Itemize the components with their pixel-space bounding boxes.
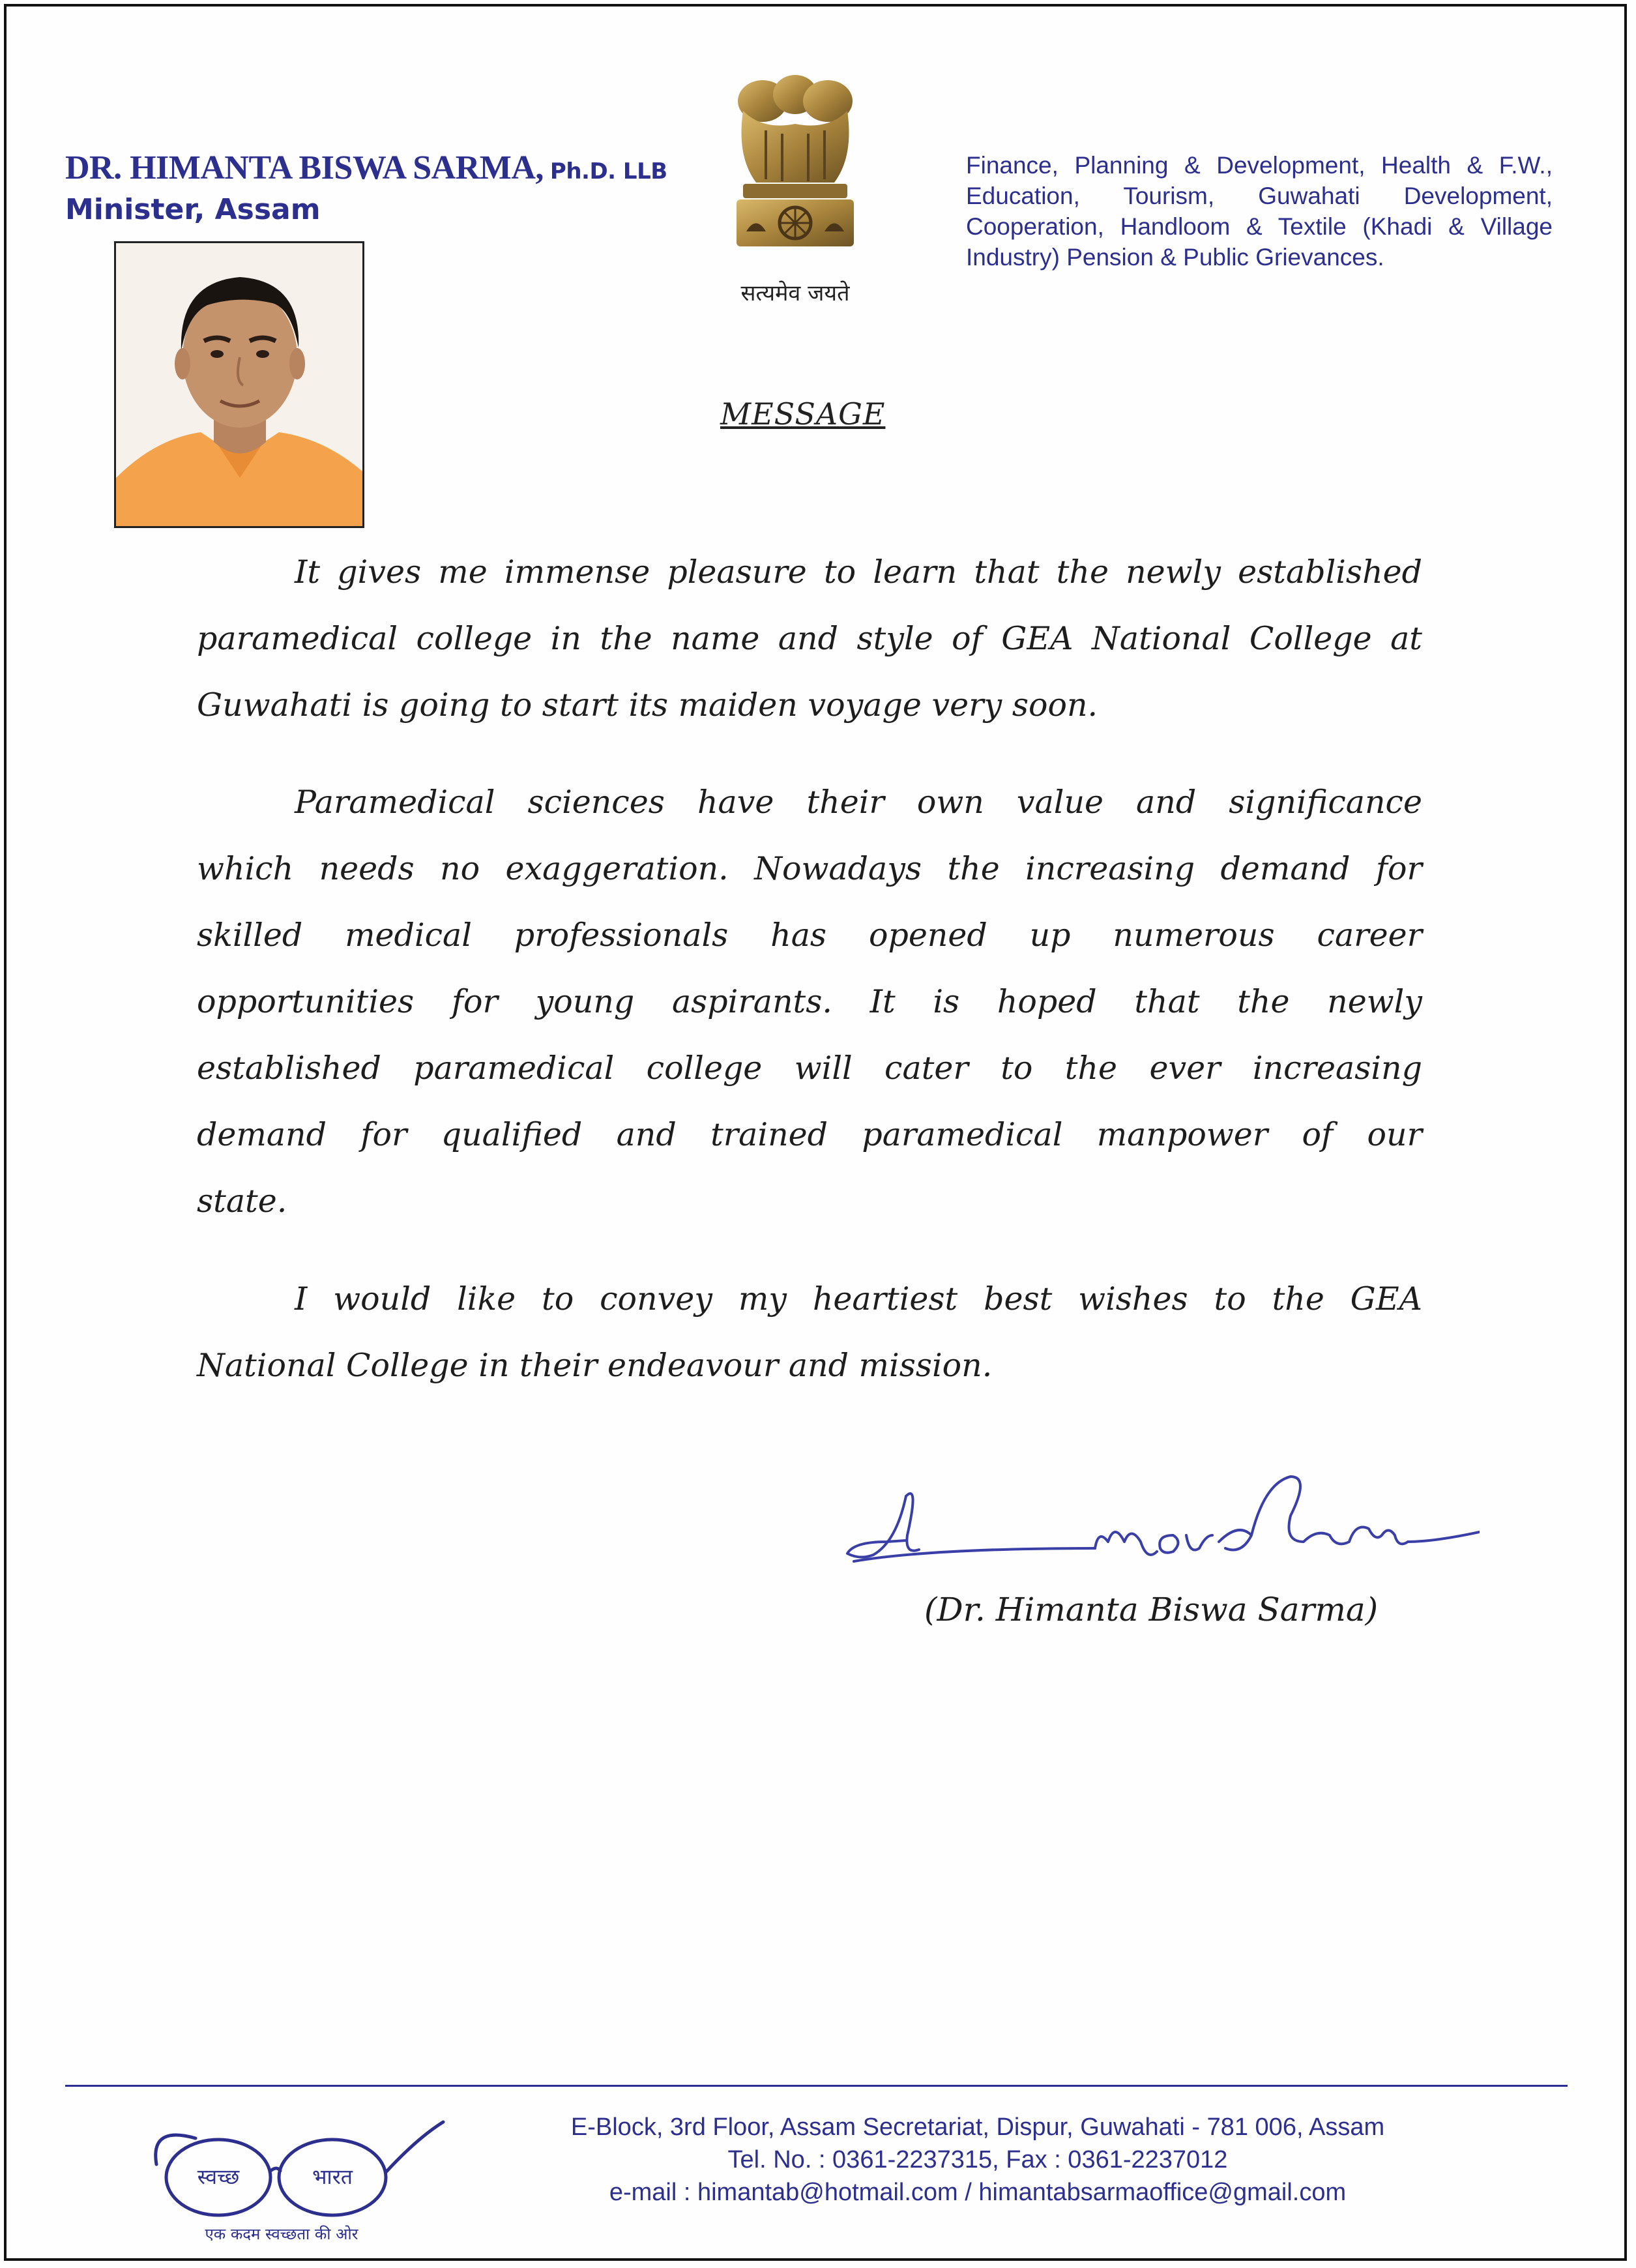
portfolio-line: Cooperation, Handloom & Textile (Khadi & Village (966, 213, 1553, 240)
paragraph-line: I would like to convey my heartiest best wishes to the GEA (295, 1280, 1422, 1318)
minister-degree: Ph.D. LLB (549, 158, 667, 184)
minister-portrait-photo (114, 241, 364, 528)
portfolio-list (966, 150, 1553, 272)
portrait-illustration (116, 243, 362, 526)
footer-email-line: e-mail : himantab@hotmail.com / himantabsarmaoffice@gmail.com (609, 2179, 1347, 2206)
footer-divider (65, 2085, 1568, 2087)
paragraph-line: opportunities for young aspirants. It is hoped that the newly (197, 983, 1422, 1020)
minister-name-text: DR. HIMANTA BISWA SARMA, (65, 149, 544, 186)
paragraph-line: Paramedical sciences have their own value and significance (295, 784, 1422, 821)
portfolio-line: Finance, Planning & Development, Health & F.W., (966, 152, 1553, 179)
portfolio-line: Education, Tourism, Guwahati Development, (966, 183, 1553, 209)
minister-name (65, 149, 667, 187)
message-paragraph-3 (197, 1266, 1422, 1399)
swachh-bharat-spectacles-icon (143, 2112, 450, 2223)
footer-address-line: E-Block, 3rd Floor, Assam Secretariat, Dispur, Guwahati - 781 006, Assam (570, 2113, 1385, 2141)
paragraph-line: paramedical college in the name and style of GEA National College at (197, 620, 1422, 657)
handwritten-signature (834, 1444, 1480, 1600)
message-paragraph-2 (197, 769, 1422, 1235)
paragraph-line: Guwahati is going to start its maiden voyage very soon. (197, 686, 1098, 724)
footer-contact (456, 2111, 1499, 2209)
paragraph-line: established paramedical college will cater to the ever increasing (197, 1050, 1422, 1087)
paragraph-line: demand for qualified and trained paramedical manpower of our (197, 1116, 1422, 1153)
paragraph-line: National College in their endeavour and mission. (197, 1347, 993, 1384)
logo-tagline: एक कदम स्वच्छता की ओर (205, 2225, 358, 2243)
logo-left-text: स्वच्छ (197, 2164, 240, 2189)
emblem-motto: सत्यमेव जयते (740, 280, 850, 306)
minister-title: Minister, Assam (65, 193, 321, 226)
paragraph-line: It gives me immense pleasure to learn that the newly established (295, 553, 1422, 591)
paragraph-line: skilled medical professionals has opened up numerous career (197, 917, 1422, 954)
paragraph-line: which needs no exaggeration. Nowadays the increasing demand for (197, 850, 1422, 887)
footer-phone-line: Tel. No. : 0361-2237315, Fax : 0361-2237012 (727, 2146, 1228, 2173)
portfolio-line: Industry) Pension & Public Grievances. (966, 244, 1384, 271)
logo-right-text: भारत (312, 2164, 353, 2189)
signatory-name: (Dr. Himanta Biswa Sarma) (924, 1591, 1379, 1628)
message-heading: MESSAGE (720, 396, 886, 432)
message-paragraph-1 (197, 539, 1422, 739)
paragraph-line: state. (197, 1183, 287, 1220)
